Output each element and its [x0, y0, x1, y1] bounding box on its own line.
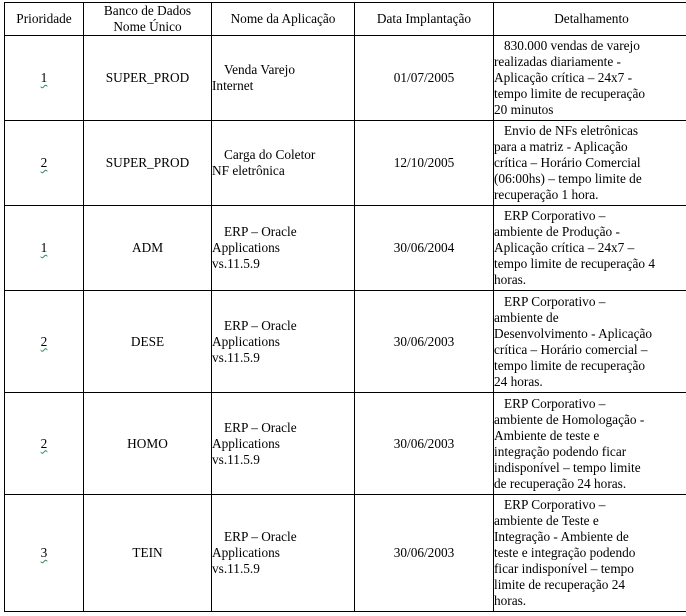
cell-banco: DESE: [84, 291, 212, 393]
aplicacao-line: vs.11.5.9: [212, 349, 260, 365]
detalhamento-line: horas.: [494, 272, 527, 287]
cell-banco: SUPER_PROD: [84, 36, 212, 121]
detalhamento-line: horas.: [494, 593, 527, 608]
detalhamento-line: tempo limite de recuperação: [494, 86, 645, 101]
aplicacao-line: vs.11.5.9: [212, 561, 260, 576]
prioridade-value: 2: [40, 155, 48, 170]
detalhamento-line: ERP Corporativo –: [504, 293, 606, 309]
cell-data: 12/10/2005: [355, 121, 494, 206]
detalhamento-line: limite de recuperação 24: [494, 577, 626, 592]
cell-banco: ADM: [84, 206, 212, 291]
aplicacao-line: ERP – Oracle: [224, 529, 297, 544]
detalhamento-line: realizadas diariamente -: [494, 54, 621, 69]
cell-banco: HOMO: [84, 393, 212, 495]
detalhamento-line: recuperação 1 hora.: [494, 187, 599, 202]
detalhamento-line: integração podendo ficar: [494, 443, 627, 459]
detalhamento-line: indisponível – tempo limite: [494, 459, 641, 475]
table-row: [5, 121, 686, 206]
cell-detalhamento: [494, 393, 686, 495]
aplicacao-line: vs.11.5.9: [212, 451, 260, 467]
header-detalhamento: Detalhamento: [494, 3, 686, 36]
aplicacao-line: Applications: [212, 240, 280, 255]
cell-detalhamento: [494, 206, 686, 291]
cell-banco: SUPER_PROD: [84, 121, 212, 206]
cell-prioridade: [5, 291, 84, 393]
detalhamento-line: ficar indisponível – tempo: [494, 561, 634, 576]
aplicacao-line: Applications: [212, 545, 280, 560]
table-row: [5, 495, 686, 612]
header-row: [5, 3, 686, 36]
detalhamento-line: Envio de NFs eletrônicas: [504, 123, 639, 138]
table-row: [5, 291, 686, 393]
detalhamento-line: Aplicação crítica – 24x7 -: [494, 70, 633, 85]
cell-aplicacao: [212, 121, 355, 206]
prioridade-value: 1: [40, 240, 48, 255]
cell-prioridade: [5, 36, 84, 121]
table-row: [5, 36, 686, 121]
detalhamento-line: ERP Corporativo –: [504, 208, 606, 223]
aplicacao-line: NF eletrônica: [212, 163, 285, 178]
detalhamento-line: ambiente de Teste e: [494, 513, 599, 528]
aplicacao-line: ERP – Oracle: [224, 317, 297, 333]
detalhamento-line: crítica – Horário Comercial: [494, 155, 641, 170]
cell-prioridade: [5, 121, 84, 206]
detalhamento-line: tempo limite de recuperação: [494, 357, 645, 373]
cell-detalhamento: [494, 291, 686, 393]
cell-prioridade: [5, 393, 84, 495]
header-banco-line2: Nome Único: [113, 19, 182, 34]
cell-detalhamento: [494, 121, 686, 206]
detalhamento-line: ambiente de: [494, 309, 559, 325]
aplicacao-line: Applications: [212, 333, 280, 349]
header-prioridade: Prioridade: [5, 3, 84, 36]
cell-data: 30/06/2004: [355, 206, 494, 291]
aplicacao-line: Internet: [212, 78, 254, 93]
cell-data: 30/06/2003: [355, 291, 494, 393]
detalhamento-line: (06:00hs) – tempo limite de: [494, 171, 642, 186]
table-row: [5, 393, 686, 495]
cell-data: 01/07/2005: [355, 36, 494, 121]
detalhamento-line: 20 minutos: [494, 102, 554, 117]
aplicacao-line: vs.11.5.9: [212, 256, 260, 271]
detalhamento-line: Aplicação crítica – 24x7 –: [494, 240, 635, 255]
aplicacao-line: Venda Varejo: [224, 62, 296, 77]
detalhamento-line: de recuperação 24 horas.: [494, 475, 627, 491]
detalhamento-line: ERP Corporativo –: [504, 395, 606, 411]
cell-aplicacao: [212, 393, 355, 495]
cell-prioridade: [5, 206, 84, 291]
header-banco-line1: Banco de Dados: [103, 3, 192, 18]
detalhamento-line: 830.000 vendas de varejo: [504, 38, 640, 53]
aplicacao-line: ERP – Oracle: [224, 419, 297, 435]
detalhamento-line: ambiente de Homologação -: [494, 411, 645, 427]
detalhamento-line: Integração - Ambiente de: [494, 529, 629, 544]
header-banco: [84, 3, 212, 36]
cell-aplicacao: [212, 206, 355, 291]
prioridade-value: 3: [40, 545, 48, 560]
detalhamento-line: ERP Corporativo –: [504, 497, 606, 512]
prioridade-value: 2: [40, 333, 48, 349]
cell-aplicacao: [212, 291, 355, 393]
cell-aplicacao: [212, 495, 355, 612]
prioridade-value: 1: [40, 70, 48, 85]
header-aplicacao: Nome da Aplicação: [212, 3, 355, 36]
aplicacao-line: Applications: [212, 435, 280, 451]
header-data: Data Implantação: [355, 3, 494, 36]
cell-data: 30/06/2003: [355, 495, 494, 612]
detalhamento-line: para a matriz - Aplicação: [494, 139, 628, 154]
aplicacao-line: Carga do Coletor: [224, 147, 316, 162]
detalhamento-line: ambiente de Produção -: [494, 224, 620, 239]
cell-prioridade: [5, 495, 84, 612]
cell-data: 30/06/2003: [355, 393, 494, 495]
detalhamento-line: teste e integração podendo: [494, 545, 636, 560]
priority-table: [4, 2, 686, 612]
detalhamento-line: 24 horas.: [494, 373, 543, 389]
prioridade-value: 2: [40, 435, 48, 451]
detalhamento-line: tempo limite de recuperação 4: [494, 256, 655, 271]
cell-detalhamento: [494, 36, 686, 121]
detalhamento-line: Desenvolvimento - Aplicação: [494, 325, 653, 341]
cell-aplicacao: [212, 36, 355, 121]
cell-banco: TEIN: [84, 495, 212, 612]
detalhamento-line: crítica – Horário comercial –: [494, 341, 648, 357]
cell-detalhamento: [494, 495, 686, 612]
detalhamento-line: Ambiente de teste e: [494, 427, 600, 443]
aplicacao-line: ERP – Oracle: [224, 224, 297, 239]
table-row: [5, 206, 686, 291]
